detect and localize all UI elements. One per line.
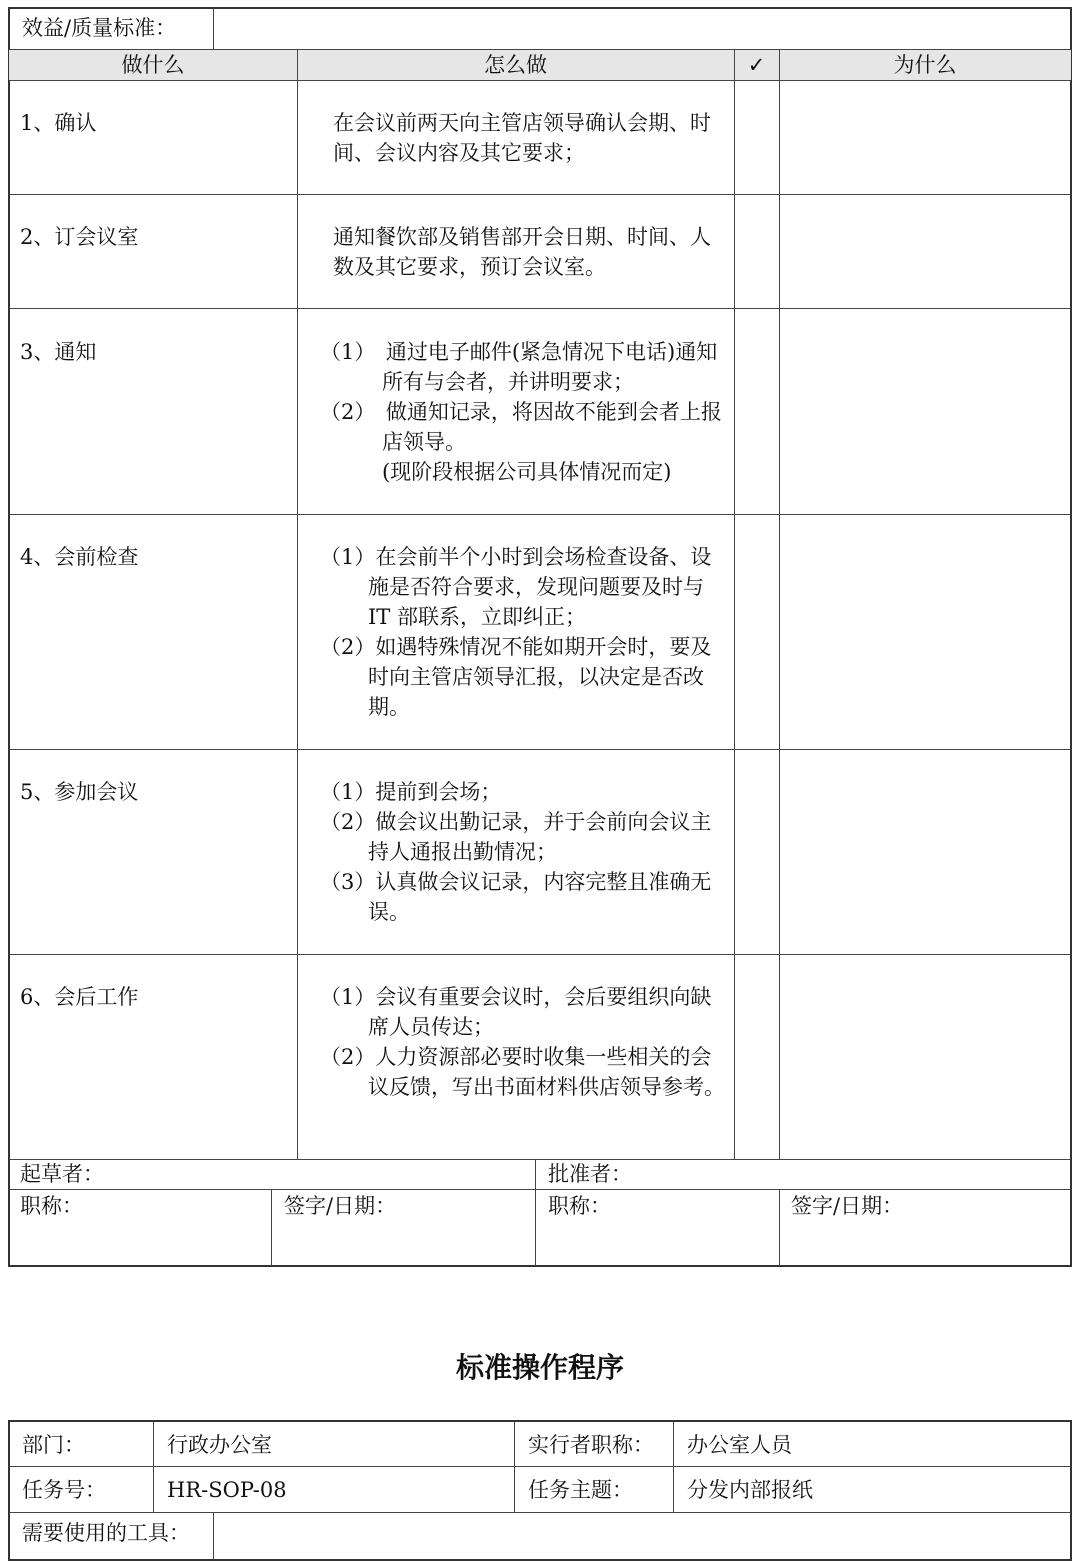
step-how — [320, 337, 725, 487]
step-what: 4、会前检查 — [20, 545, 139, 569]
approver-label: 批准者： — [548, 1162, 632, 1186]
header-how: 怎么做 — [484, 53, 547, 77]
step-what: 1、确认 — [20, 111, 97, 135]
approver-sign-date-label: 签字/日期： — [791, 1194, 904, 1218]
step-how — [320, 777, 725, 927]
header-what: 做什么 — [121, 53, 185, 77]
step-how-line: （2）如遇特殊情况不能如期开会时，要及时向主管店领导汇报，以决定是否改期。 — [320, 635, 712, 719]
section-title: 标准操作程序 — [455, 1351, 624, 1384]
dept-label: 部门： — [22, 1433, 85, 1457]
step-how-line: （2）人力资源部必要时收集一些相关的会议反馈，写出书面材料供店领导参考。 — [320, 1045, 725, 1099]
executor-value: 办公室人员 — [687, 1433, 792, 1457]
benefit-label: 效益/质量标准： — [22, 16, 177, 40]
dept-value: 行政办公室 — [167, 1433, 272, 1457]
step-how-line: （1）提前到会场； — [320, 780, 502, 804]
step-what: 5、参加会议 — [20, 780, 139, 804]
drafter-title-label: 职称： — [20, 1194, 83, 1218]
step-how-line: （3）认真做会议记录，内容完整且准确无误。 — [320, 870, 712, 924]
step-how — [333, 222, 725, 282]
why-cell[interactable] — [780, 81, 1070, 194]
step-how-line: 在会议前两天向主管店领导确认会期、时间、会议内容及其它要求； — [333, 111, 711, 165]
task-no-label: 任务号： — [22, 1478, 106, 1502]
header-check: ✓ — [747, 53, 766, 77]
step-what: 6、会后工作 — [20, 985, 139, 1009]
step-what: 2、订会议室 — [20, 225, 139, 249]
step-how — [333, 108, 725, 168]
task-topic-label: 任务主题： — [528, 1478, 633, 1502]
step-how — [320, 982, 725, 1102]
task-no-value: HR-SOP-08 — [167, 1478, 287, 1502]
tools-value-cell[interactable] — [214, 1513, 1070, 1559]
check-cell[interactable] — [735, 81, 779, 194]
benefit-value-cell[interactable] — [214, 8, 1070, 49]
drafter-sign-date-label: 签字/日期： — [284, 1194, 397, 1218]
step-how-line: （1）会议有重要会议时，会后要组织向缺席人员传达； — [320, 985, 712, 1039]
step-how-line: 通知餐饮部及销售部开会日期、时间、人数及其它要求，预订会议室。 — [333, 225, 711, 279]
step-what: 3、通知 — [20, 340, 97, 364]
step-how-line: （1） 通过电子邮件(紧急情况下电话)通知所有与会者，并讲明要求； — [320, 340, 718, 394]
header-why: 为什么 — [893, 53, 957, 77]
approver-title-label: 职称： — [548, 1194, 611, 1218]
step-how — [320, 542, 725, 722]
step-how-line: （1）在会前半个小时到会场检查设备、设施是否符合要求，发现问题要及时与 IT 部联系，立即纠正； — [320, 545, 712, 629]
step-how-line: （2） 做通知记录，将因故不能到会者上报店领导。 — [320, 400, 722, 454]
drafter-label: 起草者： — [20, 1162, 104, 1186]
tools-label: 需要使用的工具： — [22, 1521, 190, 1545]
task-topic-value: 分发内部报纸 — [687, 1478, 813, 1502]
step-how-note: (现阶段根据公司具体情况而定) — [382, 460, 672, 484]
step-how-line: （2）做会议出勤记录，并于会前向会议主持人通报出勤情况； — [320, 810, 712, 864]
executor-label: 实行者职称： — [528, 1433, 654, 1457]
